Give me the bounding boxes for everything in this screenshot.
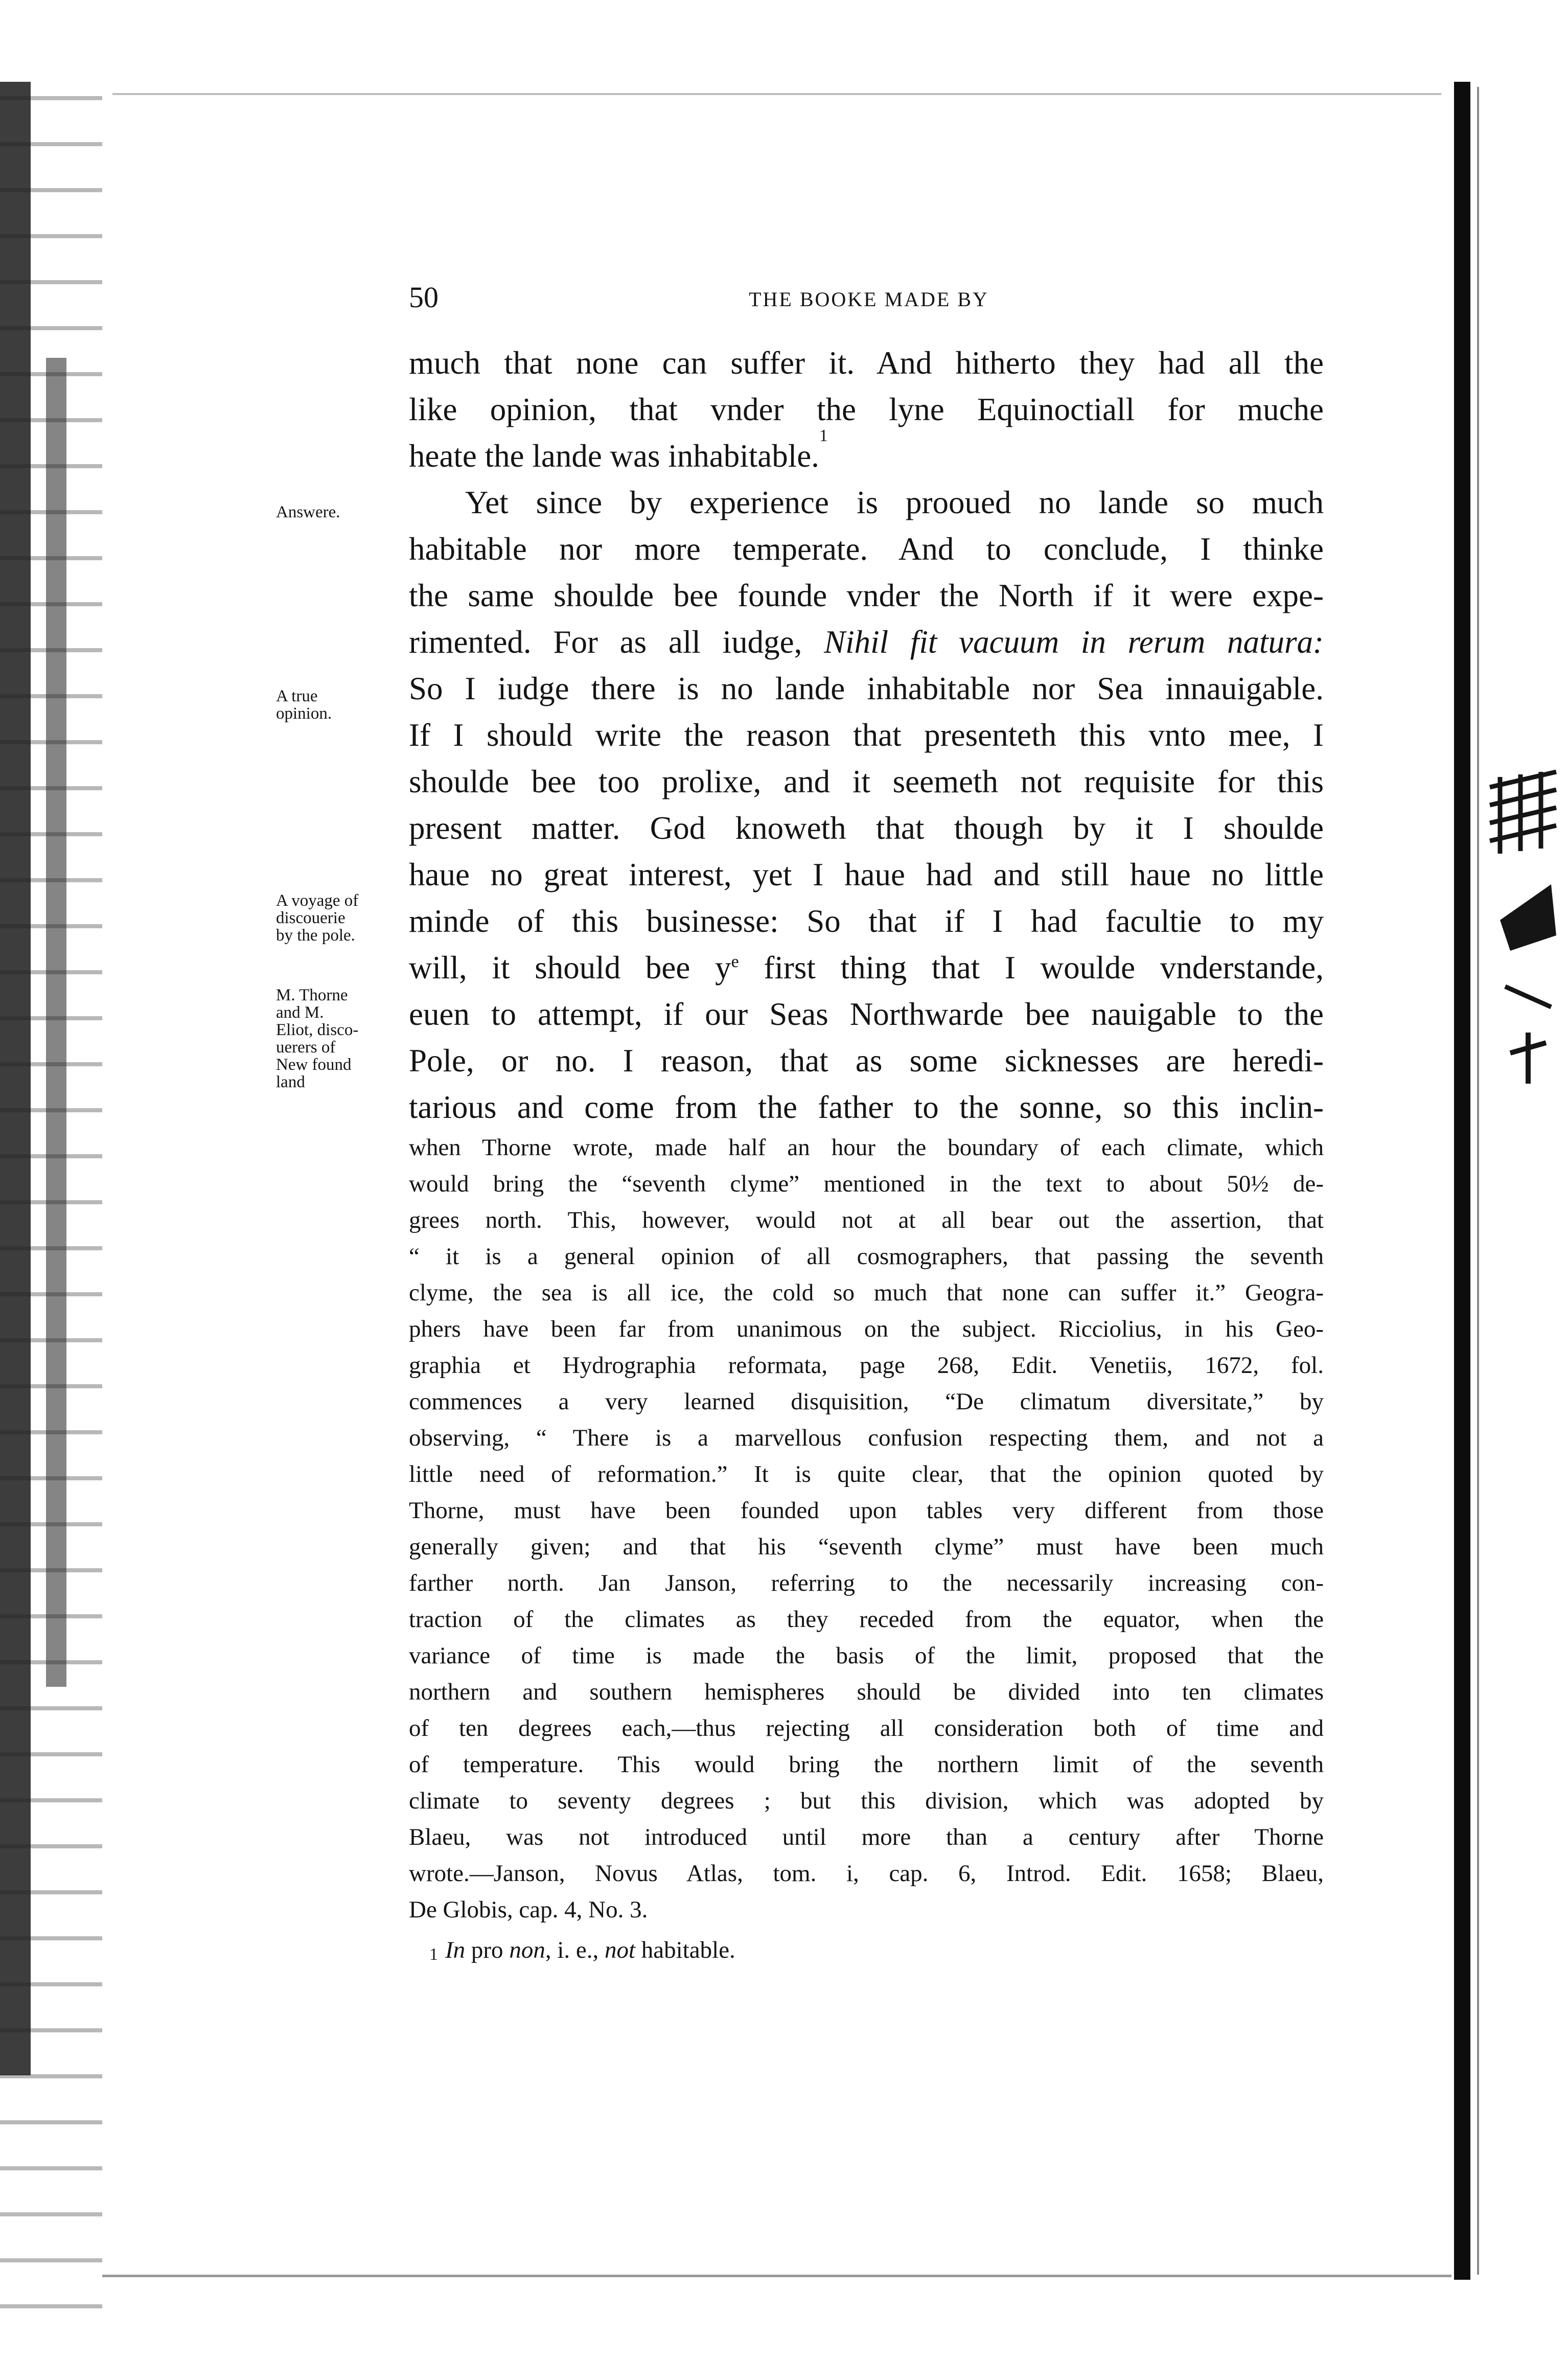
footnote-text: habitable. — [635, 1937, 735, 1963]
body-line-text: first thing that I woulde vnderstande, — [739, 950, 1324, 986]
binding-shadow-dark — [0, 82, 31, 2075]
page-number: 50 — [409, 281, 439, 314]
body-line: the same shoulde bee founde vnder the North if it were expe- — [409, 578, 1324, 613]
marginal-note-line: opinion. — [276, 704, 332, 723]
body-line-text: rimented. For as all iudge, — [409, 624, 802, 660]
footnote-line: Thorne, must have been founded upon tables very different from those — [409, 1497, 1324, 1524]
library-stamp-fragment — [1480, 767, 1566, 1094]
body-text — [409, 340, 1324, 1131]
marginal-note-line: M. Thorne — [276, 986, 348, 1004]
footnote-1 — [409, 1932, 1324, 1968]
scan-right-edge-line — [1477, 87, 1479, 2275]
footnote-line: grees north. This, however, would not at all bear out the assertion, that — [409, 1207, 1324, 1233]
marginal-note-line: by the pole. — [276, 926, 355, 945]
footnote-line: little need of reformation.” It is quite clear, that the opinion quoted by — [409, 1461, 1324, 1487]
body-line: minde of this businesse: So that if I had facultie to my — [409, 903, 1324, 939]
marginal-note-answere — [276, 503, 404, 521]
marginal-note-line: land — [276, 1073, 305, 1091]
body-line: habitable nor more temperate. And to conclude, I thinke — [409, 531, 1324, 567]
footnote-line: would bring the “seventh clyme” mentioned in the text to about 50½ de- — [409, 1171, 1324, 1197]
footnote-line: observing, “ There is a marvellous confusion respecting them, and not a — [409, 1425, 1324, 1451]
footnote-reference: 1 — [819, 426, 828, 445]
body-line: present matter. God knoweth that though by it I shoulde — [409, 810, 1324, 846]
body-line-text: will, it should bee y — [409, 950, 731, 986]
page-header — [409, 280, 1329, 316]
body-line-text: heate the lande was inhabitable. — [409, 438, 819, 474]
footnote-line: when Thorne wrote, made half an hour the boundary of each climate, which — [409, 1134, 1324, 1161]
marginal-note-thorne — [276, 987, 404, 1091]
body-line: euen to attempt, if our Seas Northwarde bee nauigable to the — [409, 996, 1324, 1032]
body-line: shoulde bee too prolixe, and it seemeth not requisite for this — [409, 764, 1324, 799]
footnote-line: phers have been far from unanimous on the subject. Ricciolius, in his Geo- — [409, 1316, 1324, 1342]
running-head: THE BOOKE MADE BY — [749, 288, 989, 311]
page-top-edge — [112, 93, 1441, 95]
marginal-note-line: A true — [276, 687, 318, 705]
footnote-line: of temperature. This would bring the northern limit of the seventh — [409, 1751, 1324, 1778]
footnote-line: wrote.—Janson, Novus Atlas, tom. i, cap. 6, Introd. Edit. 1658; Blaeu, — [409, 1860, 1324, 1887]
footnote-marker: 1 — [429, 1945, 438, 1964]
binding-shadow-light — [46, 358, 66, 1687]
footnote-line: farther north. Jan Janson, referring to the necessarily increasing con- — [409, 1570, 1324, 1596]
marginal-note-line: discouerie — [276, 909, 345, 927]
body-line — [409, 426, 1324, 479]
body-line — [409, 619, 1324, 666]
footnote-line: “ it is a general opinion of all cosmographers, that passing the seventh — [409, 1243, 1324, 1270]
body-line: tarious and come from the father to the sonne, so this inclin- — [409, 1089, 1324, 1125]
page-bottom-edge — [102, 2275, 1451, 2277]
marginal-note-true-opinion — [276, 688, 404, 722]
footnote-line: De Globis, cap. 4, No. 3. — [409, 1896, 648, 1923]
marginal-note-line: New found — [276, 1056, 352, 1074]
footnote-line: of ten degrees each,—thus rejecting all consideration both of time and — [409, 1715, 1324, 1742]
footnote-line: Blaeu, was not introduced until more than a century after Thorne — [409, 1824, 1324, 1850]
footnotes — [409, 1130, 1324, 1968]
marginal-note-line: and M. — [276, 1003, 324, 1022]
footnote-line: generally given; and that his “seventh clyme” must have been much — [409, 1533, 1324, 1560]
marginal-note-line: uerers of — [276, 1038, 336, 1057]
body-line: If I should write the reason that presenteth this vnto mee, I — [409, 717, 1324, 753]
body-line: So I iudge there is no lande inhabitable nor Sea innauigable. — [409, 671, 1324, 706]
footnote-line: graphia et Hydrographia reformata, page 268, Edit. Venetiis, 1672, fol. — [409, 1352, 1324, 1379]
scan-right-edge — [1454, 82, 1470, 2280]
marginal-note-line: Eliot, disco- — [276, 1021, 359, 1039]
footnote-text-italic: non — [509, 1937, 545, 1963]
marginal-note-line: Answere. — [276, 503, 340, 521]
footnote-text: pro — [465, 1937, 510, 1963]
footnote-line: variance of time is made the basis of the limit, proposed that the — [409, 1642, 1324, 1669]
footnote-text-italic: not — [604, 1937, 636, 1963]
footnote-text-italic: In — [445, 1937, 466, 1963]
superscript-e: e — [731, 952, 739, 971]
body-line: like opinion, that vnder the lyne Equinoctiall for muche — [409, 392, 1324, 427]
body-line — [409, 945, 1324, 991]
body-line: Pole, or no. I reason, that as some sicknesses are heredi- — [409, 1043, 1324, 1079]
footnote-line: commences a very learned disquisition, “De climatum diversitate,” by — [409, 1388, 1324, 1415]
footnote-text: , i. e., — [545, 1937, 605, 1963]
footnote-line: clyme, the sea is all ice, the cold so much that none can suffer it.” Geogra- — [409, 1279, 1324, 1306]
body-line: much that none can suffer it. And hitherto they had all the — [409, 345, 1324, 381]
footnote-line: climate to seventy degrees ; but this division, which was adopted by — [409, 1788, 1324, 1814]
footnote-line: northern and southern hemispheres should be divided into ten climates — [409, 1679, 1324, 1705]
marginal-note-voyage — [276, 892, 404, 944]
footnote-line: traction of the climates as they receded from the equator, when the — [409, 1606, 1324, 1633]
body-line: Yet since by experience is prooued no lande so much — [465, 485, 1324, 520]
marginal-note-line: A voyage of — [276, 891, 359, 910]
body-line: haue no great interest, yet I haue had and still haue no little — [409, 857, 1324, 892]
latin-quotation: Nihil fit vacuum in rerum natura: — [824, 624, 1324, 660]
